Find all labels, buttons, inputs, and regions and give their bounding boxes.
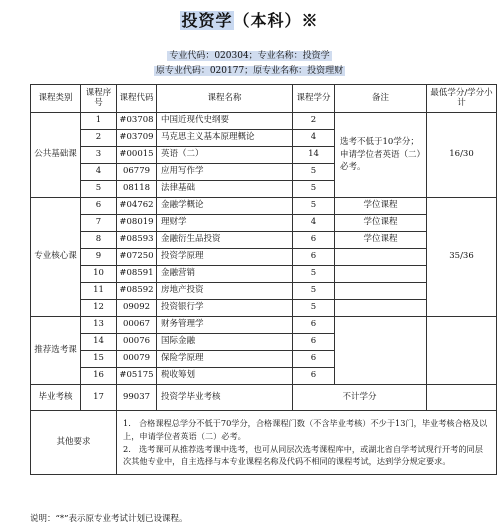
table-row: 4 06779 应用写作学 5 [31, 164, 497, 181]
table-header-row [31, 85, 497, 113]
table-row: 公共基础课 1 #03708 中国近现代史纲要 2 选考不低于10学分；申请学位者英语（二）必考。 16/30 [31, 113, 497, 130]
footnote: 说明：“*”表示原专业考试计划已设课程。 [30, 514, 188, 524]
category-graduation: 毕业考核 [31, 385, 81, 411]
table-row: 10 #08591 金融营销 5 [31, 266, 497, 283]
page-title-highlight: 投资学 [181, 11, 233, 30]
table-row: 专业核心课 6 #04762 金融学概论 5 学位课程 35/36 [31, 198, 497, 215]
header-code: 课程代码 [117, 85, 157, 113]
table-row: 11 #08592 房地产投资 5 [31, 283, 497, 300]
header-min-credit: 最低学分/学分小计 [427, 85, 497, 113]
page-title [0, 8, 499, 31]
public-min-credit: 16/30 [427, 113, 497, 198]
category-major: 专业核心课 [31, 198, 81, 317]
table-row: 9 #07250 投资学原理 6 [31, 249, 497, 266]
header-name: 课程名称 [157, 85, 293, 113]
course-table [30, 84, 497, 475]
other-requirement-2: 2. 选考课可从推荐选考课中选考，也可从同层次选考课程库中，或湖北省自学考试现行开考的同层次其他专业中，自主选择与本专业课程名称及代码不相同的课程考试，达到学分规定要求。 [123, 443, 483, 467]
table-row: 7 #08019 理财学 4 学位课程 [31, 215, 497, 232]
other-requirements-text [117, 411, 497, 475]
header-remark: 备注 [335, 85, 427, 113]
major-min-credit: 35/36 [427, 198, 497, 317]
major-info-line2: 原专业代码：020177；原专业名称：投资理财 [155, 66, 344, 76]
major-info-line1: 专业代码：020304；专业名称：投资学 [169, 51, 330, 61]
table-row: 14 00076 国际金融 6 [31, 334, 497, 351]
other-requirements-row [31, 411, 497, 475]
page-title-suffix: （本科）※ [233, 11, 319, 30]
header-seq: 课程序号 [81, 85, 117, 113]
header-credit: 课程学分 [293, 85, 335, 113]
other-requirement-1: 1. 合格课程总学分不低于70学分，合格课程门数（不含毕业考核）不少于13门，毕业考核合格及以上，申请学位者英语（二）必考。 [123, 418, 488, 441]
table-row: 12 09092 投资银行学 5 [31, 300, 497, 317]
table-row: 3 #00015 英语（二） 14 [31, 147, 497, 164]
public-note: 选考不低于10学分；申请学位者英语（二）必考。 [335, 113, 427, 198]
category-elective: 推荐选考课 [31, 317, 81, 385]
table-row: 2 #03709 马克思主义基本原理概论 4 [31, 130, 497, 147]
table-row: 16 #05175 税收筹划 6 [31, 368, 497, 385]
table-row: 15 00079 保险学原理 6 [31, 351, 497, 368]
header-category: 课程类别 [31, 85, 81, 113]
other-requirements-label: 其他要求 [31, 411, 117, 475]
category-public: 公共基础课 [31, 113, 81, 198]
table-row: 推荐选考课 13 00067 财务管理学 6 [31, 317, 497, 334]
table-row: 毕业考核 17 99037 投资学毕业考核 不计学分 [31, 385, 497, 411]
table-row: 5 08118 法律基础 5 [31, 181, 497, 198]
table-row: 8 #08593 金融衍生品投资 6 学位课程 [31, 232, 497, 249]
